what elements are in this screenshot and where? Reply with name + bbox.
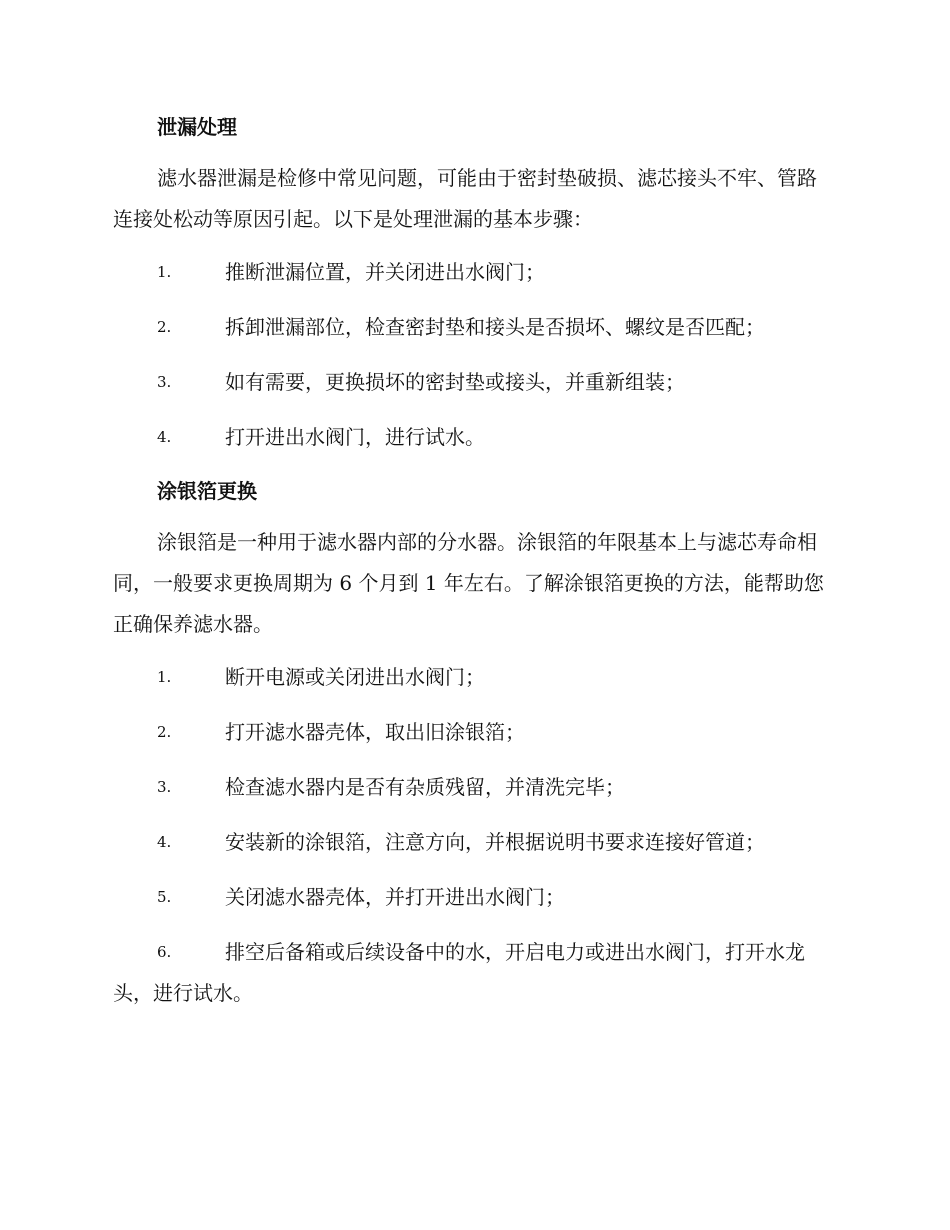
section-heading-silver-foil: 涂银箔更换	[157, 479, 257, 503]
list-number: 6.	[157, 943, 172, 961]
list-number: 3.	[157, 778, 172, 796]
list-number: 1.	[157, 668, 172, 686]
step-list-silver-foil	[113, 657, 833, 1014]
list-text: 拆卸泄漏部位，检查密封垫和接头是否损坏、螺纹是否匹配；	[225, 315, 765, 339]
list-item	[113, 822, 833, 863]
list-number: 1.	[157, 263, 172, 281]
list-text: 打开进出水阀门，进行试水。	[225, 425, 485, 449]
list-item	[113, 252, 833, 293]
list-item	[113, 362, 833, 403]
list-item	[113, 767, 833, 808]
list-number: 4.	[157, 833, 172, 851]
list-item	[113, 877, 833, 918]
list-text: 断开电源或关闭进出水阀门；	[225, 665, 485, 689]
list-text: 关闭滤水器壳体，并打开进出水阀门；	[225, 885, 565, 909]
step-list-leak	[113, 252, 833, 458]
list-number: 4.	[157, 428, 172, 446]
list-number: 2.	[157, 723, 172, 741]
list-item	[113, 307, 833, 348]
section-paragraph-silver-foil: 涂银箔是一种用于滤水器内部的分水器。涂银箔的年限基本上与滤芯寿命相同，一般要求更换周期为 6 个月到 1 年左右。了解涂银箔更换的方法，能帮助您正确保养滤水器。	[113, 530, 824, 636]
section-paragraph-leak: 滤水器泄漏是检修中常见问题，可能由于密封垫破损、滤芯接头不牢、管路连接处松动等原因引起。以下是处理泄漏的基本步骤：	[113, 166, 817, 231]
list-item	[113, 712, 833, 753]
list-item	[113, 417, 833, 458]
list-text: 推断泄漏位置，并关闭进出水阀门；	[225, 260, 545, 284]
list-text: 排空后备箱或后续设备中的水，开启电力或进出水阀门，打开水龙头，进行试水。	[113, 940, 805, 1005]
list-item	[113, 932, 833, 1014]
list-number: 2.	[157, 318, 172, 336]
section-heading-leak: 泄漏处理	[157, 115, 237, 139]
list-number: 5.	[157, 888, 172, 906]
list-text: 安装新的涂银箔，注意方向，并根据说明书要求连接好管道；	[225, 830, 765, 854]
list-number: 3.	[157, 373, 172, 391]
list-item	[113, 657, 833, 698]
list-text: 检查滤水器内是否有杂质残留，并清洗完毕；	[225, 775, 625, 799]
document-body	[113, 108, 833, 1028]
list-text: 如有需要，更换损坏的密封垫或接头，并重新组装；	[225, 370, 685, 394]
list-text: 打开滤水器壳体，取出旧涂银箔；	[225, 720, 525, 744]
